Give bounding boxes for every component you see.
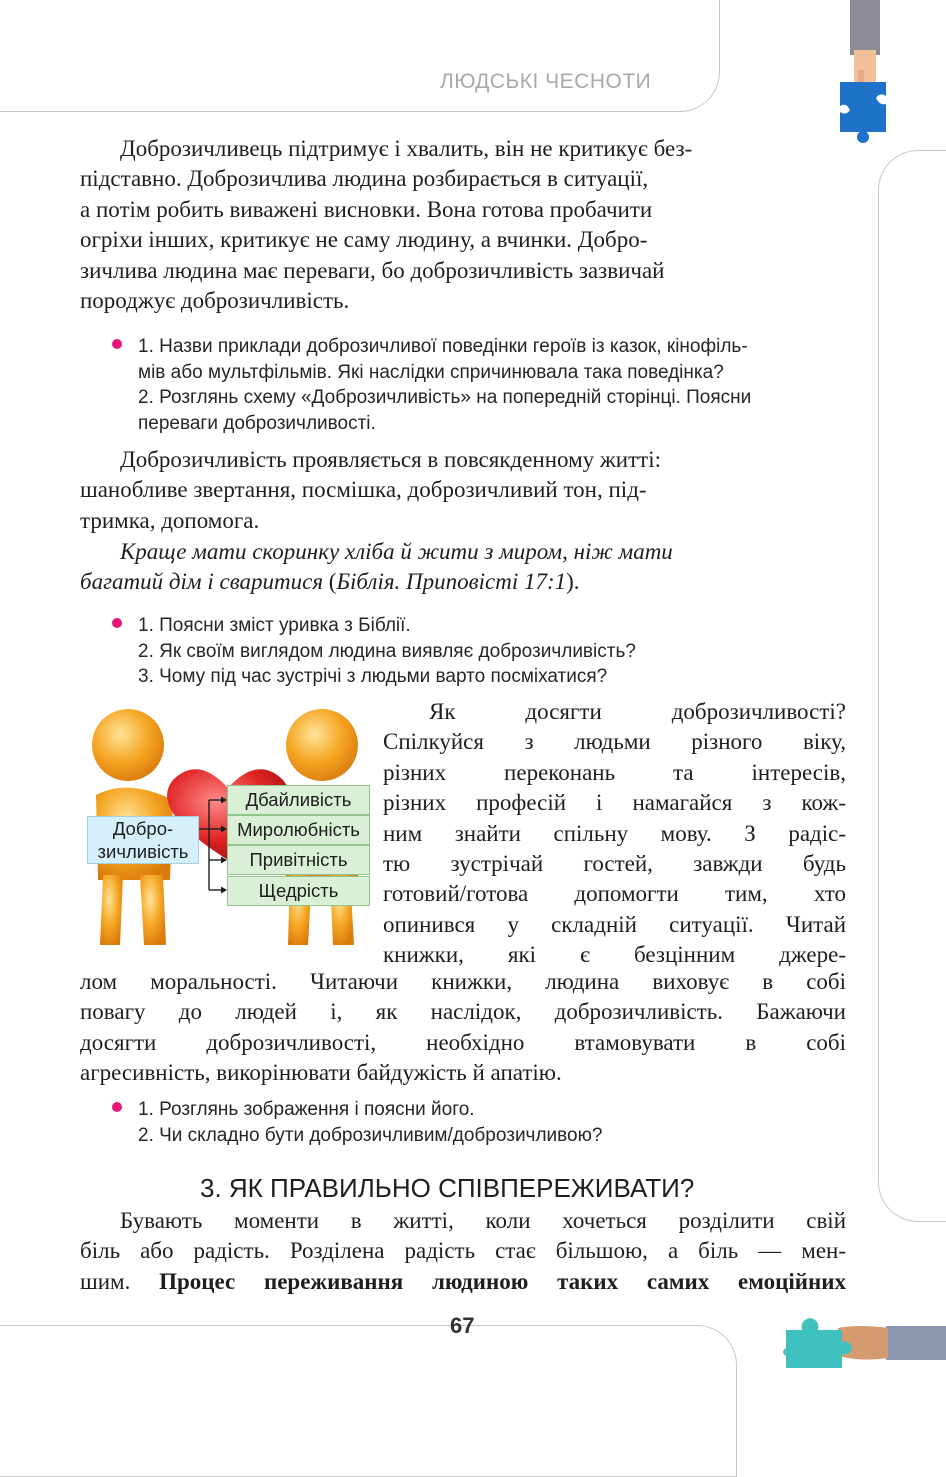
section-line: біль або радість. Розділена радість стає більшою, а біль — мен- xyxy=(80,1238,846,1264)
questions-block-2 xyxy=(112,613,852,690)
diagram-item-box: Привітність xyxy=(227,845,370,875)
hand-puzzle-top-illustration xyxy=(836,0,892,150)
diagram-center-box xyxy=(87,816,199,864)
wrapped-line: опинився у складній ситуації. Читай xyxy=(383,911,846,937)
chapter-title: ЛЮДСЬКІ ЧЕСНОТИ xyxy=(440,70,652,93)
page-frame-top xyxy=(0,0,720,112)
pink-bullet-icon xyxy=(112,1102,122,1112)
pink-bullet-icon xyxy=(112,618,122,628)
full-line: досягти доброзичливості, необхідно втамовувати в собі xyxy=(80,1029,846,1055)
question-line: 2. Чи складно бути доброзичливим/доброзичливою? xyxy=(138,1124,603,1146)
question-line: 2. Розглянь схему «Доброзичливість» на попередній сторінці. Поясни xyxy=(138,387,752,408)
question-line: 2. Як своїм виглядом людина виявляє доброзичливість? xyxy=(138,640,636,662)
diagram-center-line: Добро- xyxy=(112,818,174,839)
diagram-item-box: Миролюбність xyxy=(227,815,370,845)
diagram-item-box: Щедрість xyxy=(227,876,370,906)
section-heading: 3. ЯК ПРАВИЛЬНО СПІВПЕРЕЖИВАТИ? xyxy=(200,1173,695,1203)
bible-quote-text: Краще мати скоринку хліба й жити з миром, ніж мати багатий дім і сваритися (Біблія. Приповісті 17:1). xyxy=(80,539,673,595)
hand-puzzle-bottom-illustration xyxy=(780,1312,946,1374)
full-line: агресивність, викорінювати байдужість й апатію. xyxy=(80,1060,562,1086)
bible-quote xyxy=(80,537,846,598)
question-line: переваги доброзичливості. xyxy=(138,412,376,434)
paragraph-3-wrapped xyxy=(383,697,846,971)
paragraph-2 xyxy=(80,445,846,536)
pink-bullet-icon xyxy=(112,339,122,349)
question-line: мів або мультфільмів. Які наслідки спричинювала така поведінка? xyxy=(138,361,724,383)
question-line: 1. Назви приклади доброзичливої поведінки героїв із казок, кінофіль- xyxy=(138,336,748,357)
page-frame-right xyxy=(878,150,946,1222)
page-number: 67 xyxy=(450,1313,475,1338)
section-line: Бувають моменти в житті, коли хочеться розділити свій xyxy=(120,1208,846,1233)
quote-source: Біблія. Приповісті 17:1 xyxy=(336,569,567,595)
wrapped-line: готовий/готова допомогти тим, хто xyxy=(383,881,846,907)
question-line: 1. Поясни зміст уривка з Біблії. xyxy=(138,615,411,636)
diagram-center-line: зичливість xyxy=(97,841,189,862)
section-paragraph xyxy=(80,1206,846,1297)
paragraph-1 xyxy=(80,134,846,316)
wrapped-line: книжки, які є безцінним джере- xyxy=(383,942,846,968)
diagram-connectors xyxy=(199,795,229,895)
questions-block-1 xyxy=(112,334,852,436)
wrapped-line: ним знайти спільну мову. З радіс- xyxy=(383,820,846,846)
wrapped-line: Спілкуйся з людьми різного віку, xyxy=(383,729,846,755)
question-line: 3. Чому під час зустрічі з людьми варто посміхатися? xyxy=(138,666,608,687)
wrapped-line: Як досягти доброзичливості? xyxy=(429,699,846,724)
full-line: лом моральності. Читаючи книжки, людина виховує в собі xyxy=(80,969,846,994)
paragraph-3-full xyxy=(80,967,846,1089)
wrapped-line: різних професій і намагайся з кож- xyxy=(383,790,846,816)
paragraph-2-text: Доброзичливість проявляється в повсякденному житті: шанобливе звертання, посмішка, доброзичливий тон, під- тримка, допомога. xyxy=(80,447,661,533)
paragraph-1-text: Доброзичливець підтримує і хвалить, він не критикує без- підставно. Доброзичлива людина розбирається в ситуації, а потім робить виважені висновки. Вона готова пробачити огріхи інших, критикує не саму людину, а вчинки. Добро- зичлива людина має переваги, бо доброзичливість зазвичай породжує доброзичливість. xyxy=(80,136,693,314)
diagram-item-box: Дбайливість xyxy=(227,785,370,815)
questions-block-3 xyxy=(112,1097,852,1148)
full-line: повагу до людей і, як наслідок, доброзичливість. Бажаючи xyxy=(80,999,846,1025)
section-line: шим. Процес переживання людиною таких самих емоційних xyxy=(80,1268,847,1294)
wrapped-line: різних переконань та інтересів, xyxy=(383,759,846,785)
wrapped-line: тю зустрічай гостей, завжди будь xyxy=(383,851,846,877)
page-frame-bottom xyxy=(0,1325,737,1477)
question-line: 1. Розглянь зображення і поясни його. xyxy=(138,1099,475,1120)
